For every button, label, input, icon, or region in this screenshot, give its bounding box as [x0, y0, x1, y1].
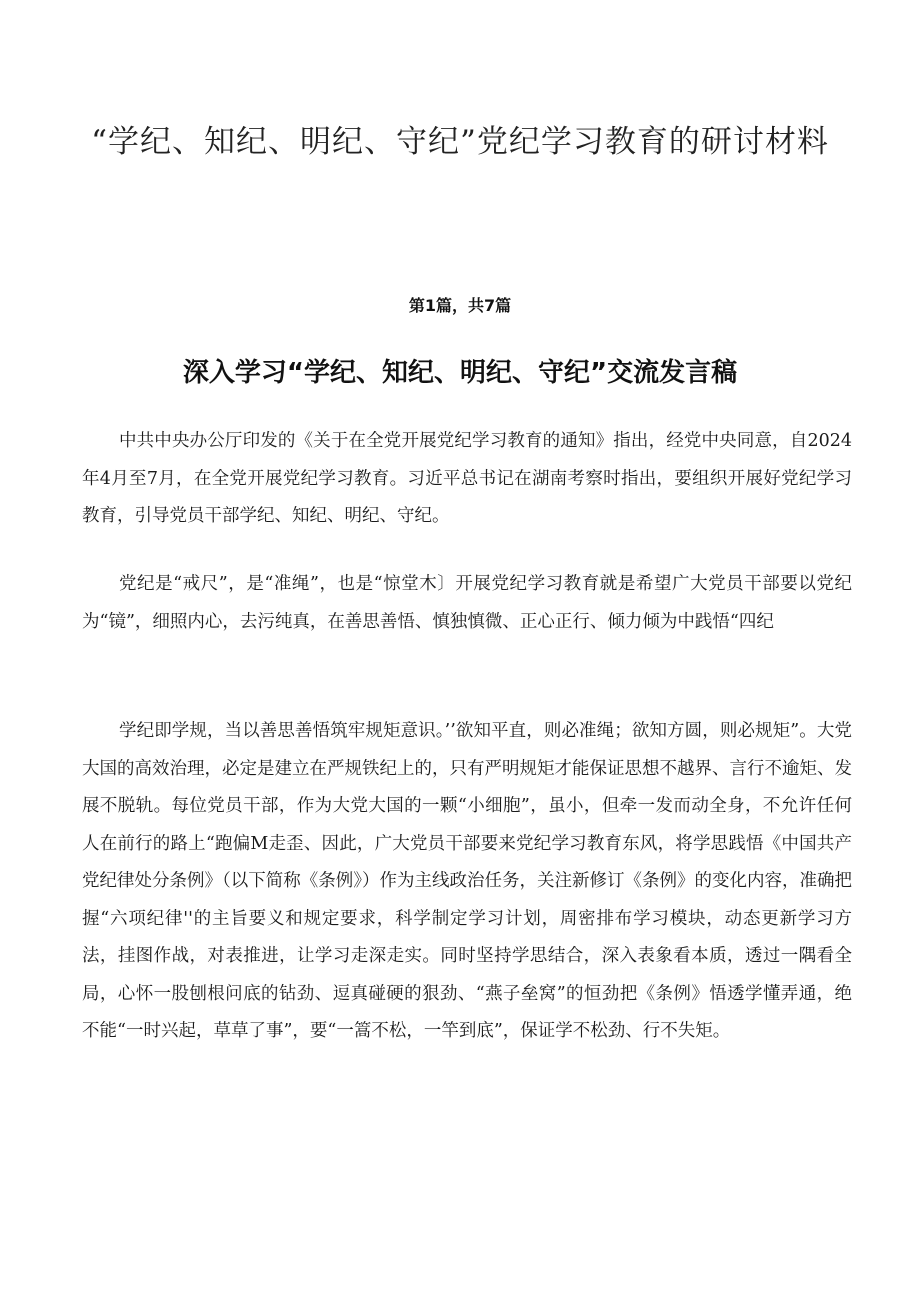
paragraph-1: 中共中央办公厅印发的《关于在全党开展党纪学习教育的通知》指出，经党中央同意，自2024年4月至7月，在全党开展党纪学习教育。习近平总书记在湖南考察时指出，要组织开展好党纪学习教育，引导党员干部学纪、知纪、明纪、守纪。 [82, 431, 852, 526]
section-title: 深入学习“学纪、知纪、明纪、守纪”交流发言稿 [182, 358, 738, 388]
paragraph-3: 学纪即学规，当以善思善悟筑牢规矩意识。’’欲知平直，则必准绳；欲知方圆，则必规矩”。大党大国的高效治理，必定是建立在严规铁纪上的，只有严明规矩才能保证思想不越界、言行不逾矩、发展不脱轨。每位党员干部，作为大党大国的一颗“小细胞”，虽小，但牵一发而动全身，不允许任何人在前行的路上“跑偏M走歪、因此，广大党员干部要来党纪学习教育东风，将学思践悟《中国共产党纪律处分条例》（以下简称《条例》）作为主线政治任务，关注新修订《条例》的变化内容，准确把握“六项纪律''的主旨要义和规定要求，科学制定学习计划，周密排布学习模块，动态更新学习方法，挂图作战，对表推进，让学习走深走实。同时坚持学思结合，深入表象看本质，透过一隅看全局，心怀一股刨根问底的钻劲、逗真碰硬的狠劲、“燕子垒窝”的恒劲把《条例》悟透学懂弄通，绝不能“一时兴起，草草了事”，要“一篙不松，一竿到底”，保证学不松劲、行不失矩。 [82, 721, 852, 1041]
paragraph-2: 党纪是“戒尺”，是“准绳”，也是“惊堂木〕开展党纪学习教育就是希望广大党员干部要以党纪为“镜”，细照内心，去污纯真，在善思善悟、慎独慎微、正心正行、倾力倾为中践悟“四纪 [82, 574, 852, 632]
document-title: “学纪、知纪、明纪、守纪”党纪学习教育的研讨材料 [91, 124, 829, 160]
part-indicator: 第1篇，共7篇 [408, 296, 512, 315]
